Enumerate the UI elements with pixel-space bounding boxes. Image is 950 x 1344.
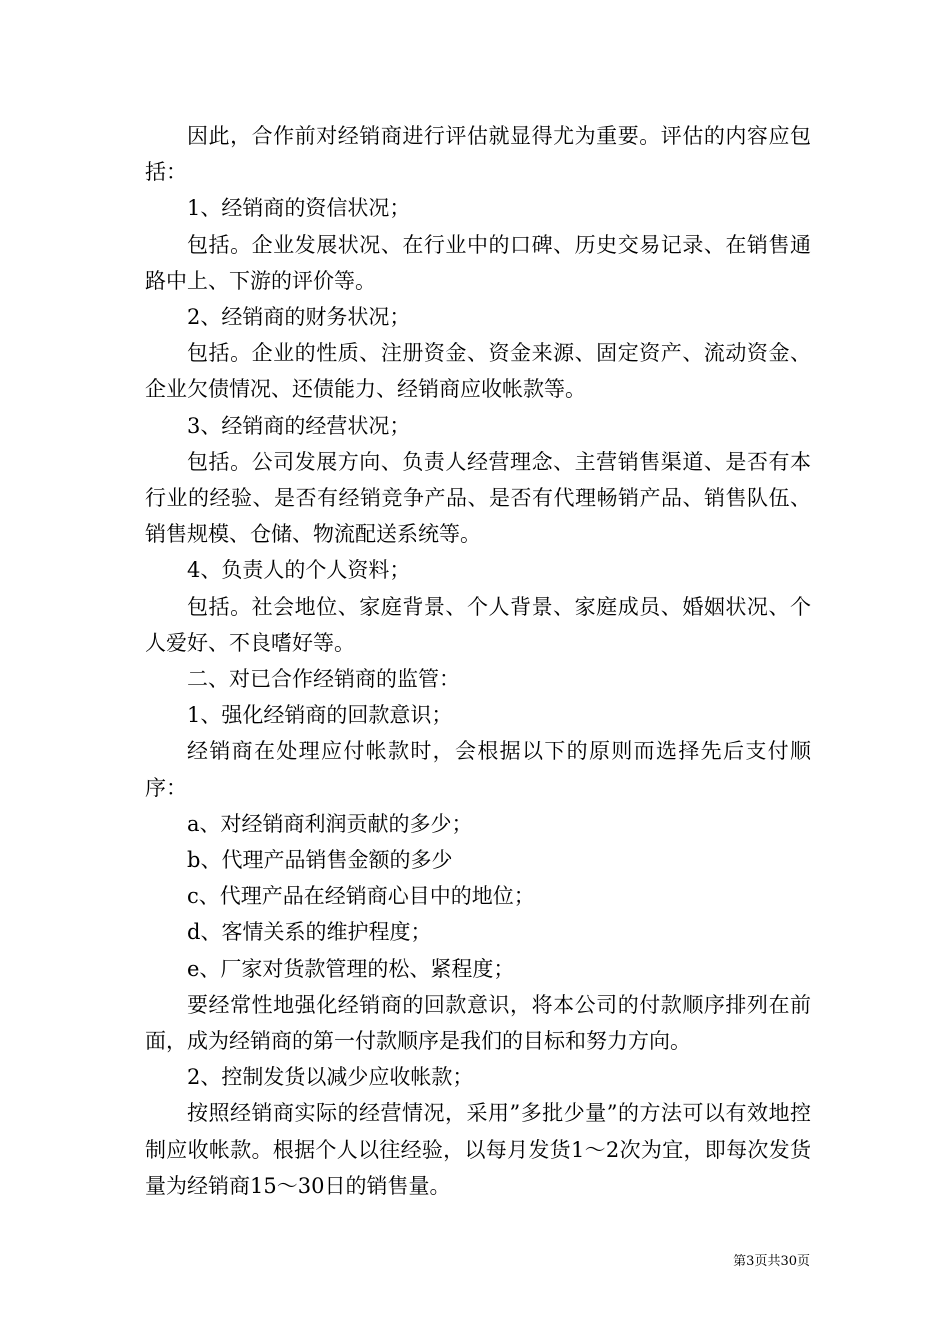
list-item: a、对经销商利润贡献的多少； xyxy=(187,811,473,836)
paragraph: 包括。公司发展方向、负责人经营理念、主营销售渠道、是否有本行业的经验、是否有经销竞争产品、是否有代理畅销产品、销售队伍、销售规模、仓储、物流配送系统等。 xyxy=(145,449,811,547)
paragraph: 4、负责人的个人资料； xyxy=(187,558,411,583)
paragraph: 1、强化经销商的回款意识； xyxy=(187,703,453,728)
paragraph: 包括。社会地位、家庭背景、个人背景、家庭成员、婚姻状况、个人爱好、不良嗜好等。 xyxy=(145,594,811,655)
list-item: d、客情关系的维护程度； xyxy=(187,920,432,945)
paragraph: 按照经销商实际的经营情况，采用”多批少量”的方法可以有效地控制应收帐款。根据个人以往经验，以每月发货1～2次为宜，即每次发货量为经销商15～30日的销售量。 xyxy=(145,1101,811,1198)
paragraph: 2、控制发货以减少应收帐款； xyxy=(187,1065,474,1090)
paragraph: 2、经销商的财务状况； xyxy=(187,305,411,330)
list-item: c、代理产品在经销商心目中的地位； xyxy=(187,884,535,909)
list-item: e、厂家对货款管理的松、紧程度； xyxy=(187,956,515,981)
document-body xyxy=(145,118,811,1204)
paragraph: 要经常性地强化经销商的回款意识，将本公司的付款顺序排列在前面，成为经销商的第一付款顺序是我们的目标和努力方向。 xyxy=(145,992,811,1054)
paragraph: 3、经销商的经营状况； xyxy=(187,413,411,438)
paragraph: 包括。企业发展状况、在行业中的口碑、历史交易记录、在销售通路中上、下游的评价等。 xyxy=(145,232,811,293)
paragraph: 1、经销商的资信状况； xyxy=(187,196,411,221)
paragraph: 包括。企业的性质、注册资金、资金来源、固定资产、流动资金、企业欠债情况、还债能力、经销商应收帐款等。 xyxy=(145,341,811,402)
page-number: 第3页共30页 xyxy=(733,1254,810,1269)
paragraph: 经销商在处理应付帐款时，会根据以下的原则而选择先后支付顺序： xyxy=(145,739,811,800)
paragraph: 因此，合作前对经销商进行评估就显得尤为重要。评估的内容应包括： xyxy=(145,124,811,185)
list-item: b、代理产品销售金额的多少 xyxy=(187,848,453,873)
section-heading: 二、对已合作经销商的监管： xyxy=(187,667,460,692)
